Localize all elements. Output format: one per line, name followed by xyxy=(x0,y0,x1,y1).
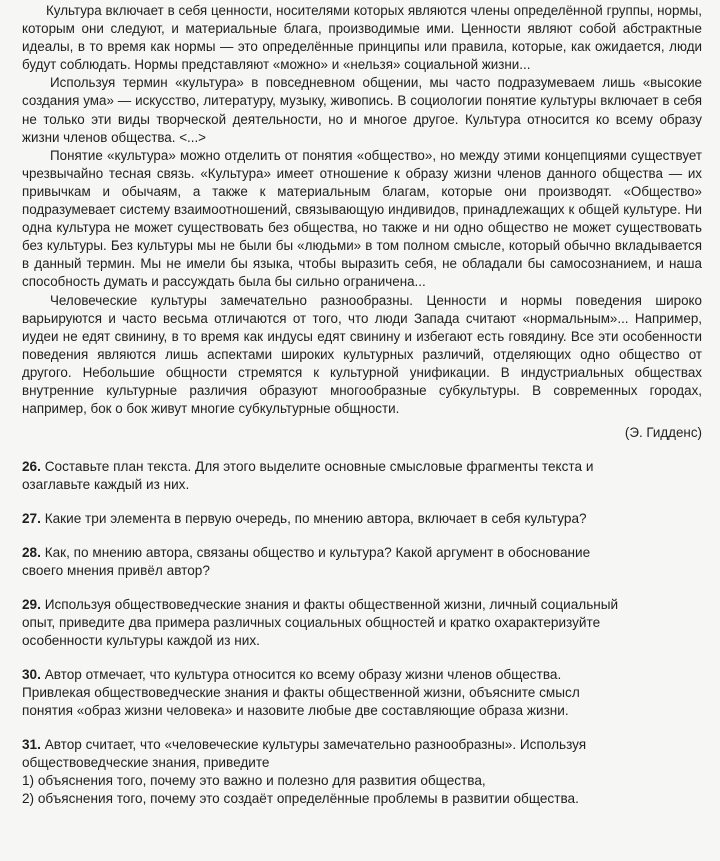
passage-paragraph: Используя термин «культура» в повседневном общении, мы часто подразумеваем лишь «высокие создания ума» — искусство, литературу, музыку, живопись. В социологии понятие культуры включает в себя не только эти виды творческой деятельности, но и многое другое. Культура относится ко всему образу жизни членов общества. <...> xyxy=(22,75,702,145)
question-text-line: своего мнения привёл автор? xyxy=(22,563,210,579)
question-number: 26. xyxy=(22,459,41,475)
question-text-line: Используя обществоведческие знания и факты общественной жизни, личный социальный xyxy=(44,597,619,613)
question-28 xyxy=(22,544,702,580)
question-29 xyxy=(22,596,702,650)
question-text-line: Составьте план текста. Для этого выделите основные смысловые фрагменты текста и xyxy=(44,459,594,475)
question-text-line: Автор считает, что «человеческие культуры замечательно разнообразны». Используя xyxy=(44,737,587,753)
passage-paragraph: Человеческие культуры замечательно разнообразны. Ценности и нормы поведения широко варьируются и часто весьма отличаются от того, что люди Запада считают «нормальным»... Например, иудеи не едят свинину, в то время как индусы едят свинину и избегают есть говядину. Все эти особенности поведения являются лишь аспектами широких культурных различий, отделяющих одно общество от другого. Небольшие общности стремятся к культурной унификации. В индустриальных обществах внутренние культурные различия образуют многообразные субкультуры. В современных городах, например, бок о бок живут многие субкультурные общности. xyxy=(22,292,702,417)
question-text-line: Какие три элемента в первую очередь, по мнению автора, включает в себя культура? xyxy=(44,511,587,527)
question-27 xyxy=(22,510,702,528)
question-text-line: Как, по мнению автора, связаны общество и культура? Какой аргумент в обоснование xyxy=(44,545,591,561)
question-31 xyxy=(22,736,702,808)
question-text-line: Автор отмечает, что культура относится ко всему образу жизни членов общества. xyxy=(44,667,562,683)
passage-paragraph: Культура включает в себя ценности, носителями которых являются члены определённой группы, нормы, которым они следуют, и материальные блага, производимые ими. Ценности являют собой абстрактные идеалы, в то время как нормы — это определённые принципы или правила, которые, как ожидается, люди будут соблюдать. Нормы представляют «можно» и «нельзя» социальной жизни... xyxy=(22,3,702,73)
question-text-line: 1) объяснения того, почему это важно и полезно для развития общества, xyxy=(22,773,486,789)
question-text-line: понятия «образ жизни человека» и назовите любые две составляющие образа жизни. xyxy=(22,703,569,719)
question-number: 30. xyxy=(22,667,41,683)
text-passage xyxy=(22,2,702,418)
question-text-line: опыт, приведите два примера различных социальных общностей и кратко охарактеризуйте xyxy=(22,615,601,631)
question-text-line: Привлекая обществоведческие знания и факты общественной жизни, объясните смысл xyxy=(22,685,580,701)
question-number: 31. xyxy=(22,737,41,753)
question-30 xyxy=(22,666,702,720)
question-text-line: озаглавьте каждый из них. xyxy=(22,477,190,493)
question-number: 28. xyxy=(22,545,41,561)
passage-paragraph: Понятие «культура» можно отделить от понятия «общество», но между этими концепциями существует чрезвычайно тесная связь. «Культура» имеет отношение к образу жизни членов данного общества — их привычкам и обычаям, а также к материальным благам, которые они производят. «Общество» подразумевает систему взаимоотношений, связывающую индивидов, принадлежащих к общей культуре. Ни одна культура не может существовать без общества, но также и ни одно общество не может существовать без культуры. Без культуры мы не были бы «людьми» в том полном смысле, который обычно вкладывается в данный термин. Мы не имели бы языка, чтобы выразить себя, не обладали бы самосознанием, и наша способность думать и рассуждать была бы сильно ограничена... xyxy=(22,147,702,290)
question-26 xyxy=(22,458,702,494)
question-text-line: обществоведческие знания, приведите xyxy=(22,755,270,771)
question-text-line: особенности культуры каждой из них. xyxy=(22,633,260,649)
source-attribution: (Э. Гидденс) xyxy=(624,425,702,441)
question-list xyxy=(22,458,702,808)
question-text-line: 2) объяснения того, почему это создаёт определённые проблемы в развитии общества. xyxy=(22,791,579,807)
question-number: 27. xyxy=(22,511,41,527)
question-number: 29. xyxy=(22,597,41,613)
